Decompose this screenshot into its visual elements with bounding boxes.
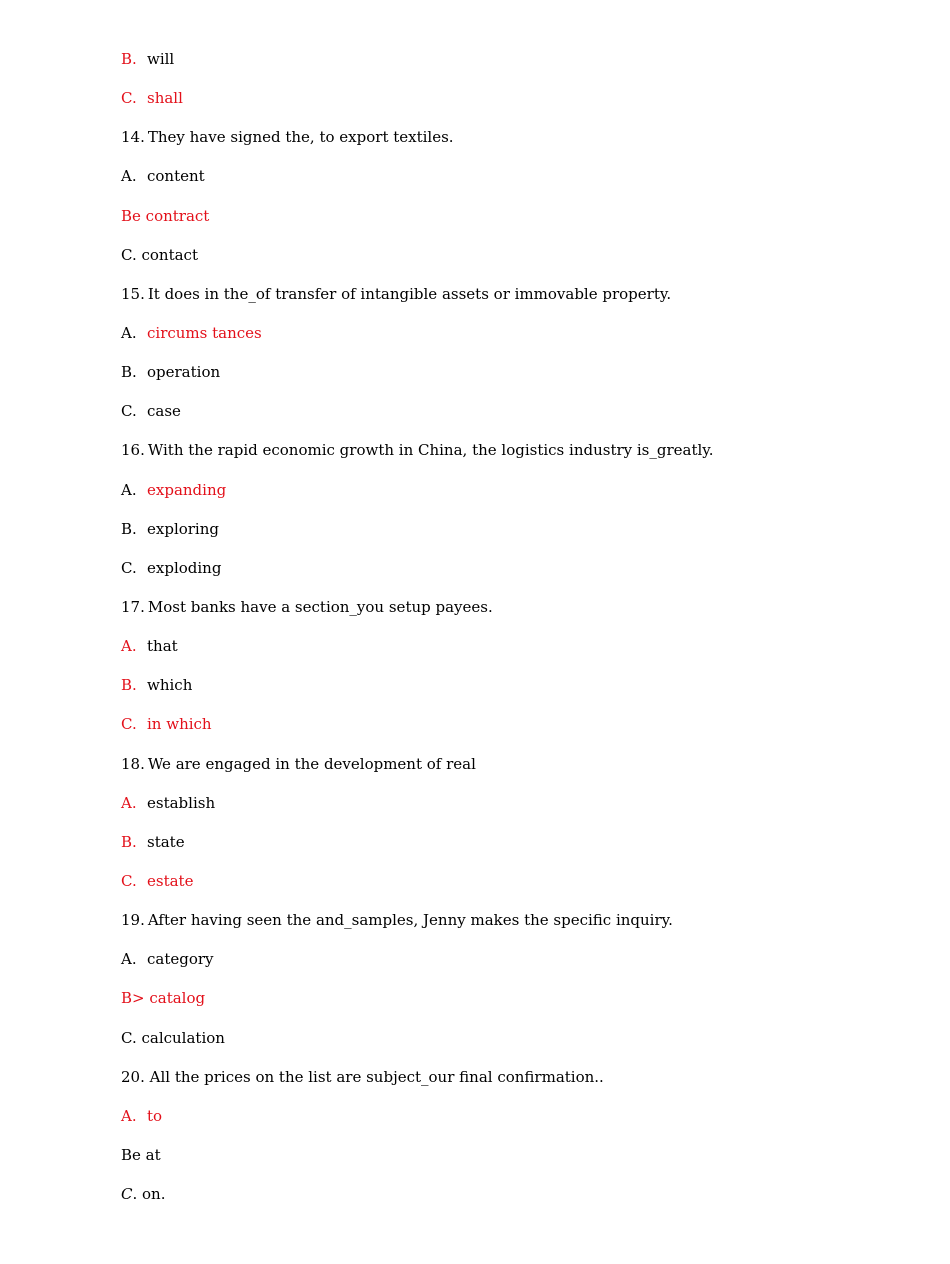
option-line [121, 323, 881, 362]
question-line [121, 910, 881, 949]
text-line [121, 245, 881, 284]
line-text: Be at [121, 1145, 161, 1164]
option-line [121, 1184, 881, 1223]
option-label: B. [121, 832, 137, 851]
option-line [121, 558, 881, 597]
option-label: C. [121, 871, 137, 890]
option-label: C. [121, 89, 137, 108]
option-text: state [147, 832, 185, 851]
option-label: C. [121, 558, 137, 577]
line-text: C. contact [121, 245, 198, 264]
option-line [121, 714, 881, 753]
option-line [121, 88, 881, 127]
option-label: B. [121, 363, 137, 382]
option-label: C. [121, 402, 137, 421]
line-text: Be contract [121, 206, 210, 225]
option-text: . on. [132, 1185, 166, 1204]
question-line [121, 597, 881, 636]
option-line [121, 480, 881, 519]
option-text: in which [147, 715, 212, 734]
option-text: will [147, 50, 175, 68]
option-line [121, 636, 881, 675]
question-line [121, 127, 881, 166]
option-line [121, 401, 881, 440]
option-text: exploring [147, 519, 219, 538]
question-line [121, 284, 881, 323]
question-line [121, 440, 881, 479]
option-label: A. [121, 637, 137, 656]
option-text: exploding [147, 558, 222, 577]
option-label: B. [121, 519, 137, 538]
question-text: With the rapid economic growth in China, the logistics industry is_greatly. [147, 441, 714, 460]
option-label: B. [121, 50, 137, 68]
question-number: 17. [121, 597, 145, 616]
line-text: C. calculation [121, 1028, 225, 1047]
option-text: case [147, 402, 181, 421]
question-number: 19. [121, 911, 145, 930]
question-text: They have signed the, to export textiles. [147, 128, 454, 147]
option-label: A. [121, 793, 137, 812]
option-line [121, 871, 881, 910]
option-line [121, 519, 881, 558]
option-label: A. [121, 480, 137, 499]
text-line [121, 988, 881, 1027]
question-number: 18. [121, 754, 145, 773]
option-line [121, 1106, 881, 1145]
line-text: B> catalog [121, 989, 206, 1008]
text-line [121, 1145, 881, 1184]
option-text: operation [147, 363, 221, 382]
option-text: that [147, 637, 178, 656]
option-label: A. [121, 167, 137, 186]
option-line [121, 675, 881, 714]
option-label: B. [121, 676, 137, 695]
option-line [121, 166, 881, 205]
option-text: which [147, 676, 193, 695]
option-line [121, 49, 881, 88]
option-line [121, 362, 881, 401]
option-label: A. [121, 323, 137, 342]
question-list [121, 49, 881, 1223]
option-text: estate [147, 871, 194, 890]
text-line [121, 1067, 881, 1106]
option-text: establish [147, 793, 216, 812]
question-text: It does in the_of transfer of intangible assets or immovable property. [147, 284, 672, 303]
question-line [121, 754, 881, 793]
question-number: 14. [121, 128, 145, 147]
option-label: C [121, 1185, 133, 1204]
option-line [121, 949, 881, 988]
question-text: After having seen the and_samples, Jenny makes the specific inquiry. [147, 911, 673, 930]
question-text: We are engaged in the development of real [147, 754, 476, 773]
question-number: 16. [121, 441, 145, 460]
option-text: to [147, 1106, 163, 1125]
text-line [121, 206, 881, 245]
option-text: shall [147, 89, 183, 108]
question-number: 15. [121, 284, 145, 303]
option-line [121, 793, 881, 832]
option-text: circums tances [147, 323, 262, 342]
option-text: category [147, 950, 214, 969]
option-label: C. [121, 715, 137, 734]
line-text: 20. All the prices on the list are subject_our final confirmation.. [121, 1067, 604, 1086]
option-text: content [147, 167, 205, 186]
option-line [121, 832, 881, 871]
option-label: A. [121, 1106, 137, 1125]
option-text: expanding [147, 480, 227, 499]
option-label: A. [121, 950, 137, 969]
question-text: Most banks have a section_you setup payees. [147, 597, 493, 616]
text-line [121, 1028, 881, 1067]
